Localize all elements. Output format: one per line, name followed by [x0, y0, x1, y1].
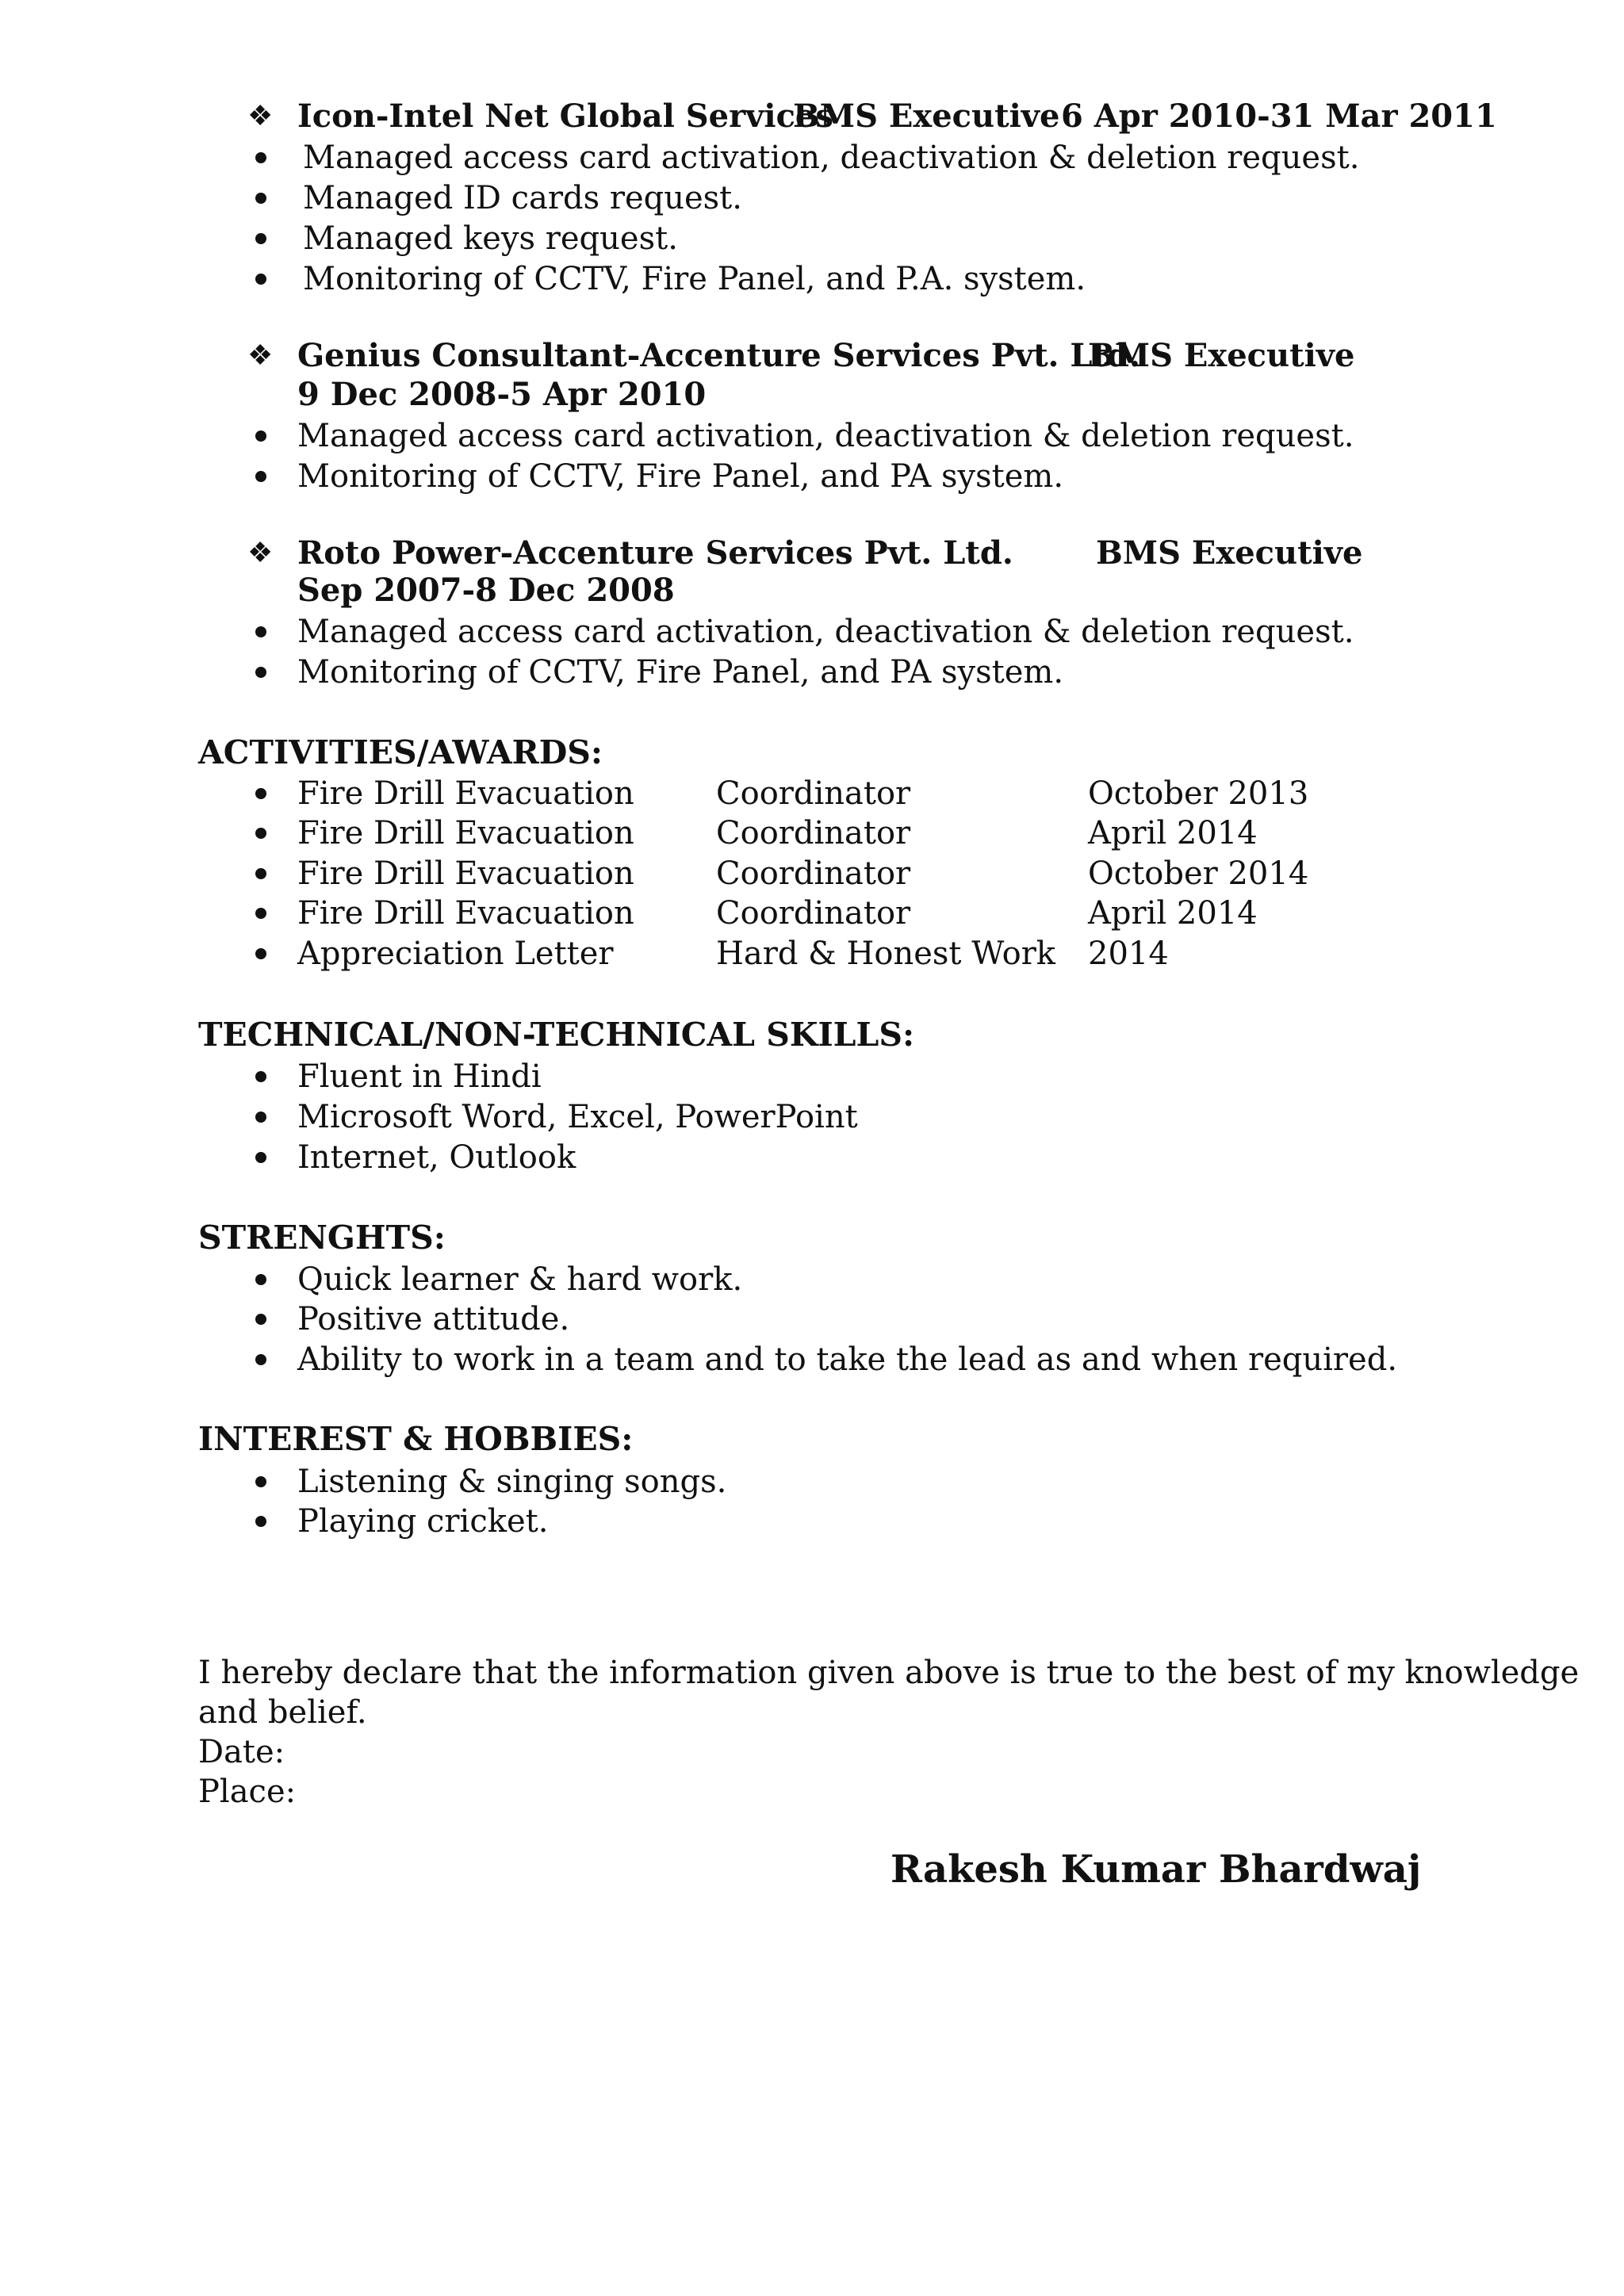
bullet-icon	[255, 788, 266, 799]
strength-item: Ability to work in a team and to take the lead as and when required.	[297, 1341, 1398, 1378]
bullet-icon	[255, 828, 266, 839]
job-period: 9 Dec 2008-5 Apr 2010	[297, 376, 707, 413]
job-role: BMS Executive	[1096, 534, 1363, 572]
bullet-icon	[255, 1354, 266, 1365]
bullet-icon	[255, 1516, 266, 1527]
bullet-icon	[255, 948, 266, 959]
duty-item: Monitoring of CCTV, Fire Panel, and P.A. system.	[303, 261, 1086, 297]
bullet-icon	[255, 1112, 266, 1123]
duty-item: Monitoring of CCTV, Fire Panel, and PA system.	[297, 458, 1064, 495]
interest-item: Playing cricket.	[297, 1503, 549, 1540]
company-name: Roto Power-Accenture Services Pvt. Ltd.	[297, 534, 1013, 572]
company-name: Icon-Intel Net Global Services	[297, 98, 833, 135]
bullet-icon	[255, 908, 266, 919]
duty-item: Managed access card activation, deactivation & deletion request.	[297, 418, 1354, 454]
activity-date: 2014	[1088, 936, 1169, 972]
bullet-icon	[255, 430, 266, 442]
section-heading-interests: INTEREST & HOBBIES:	[198, 1420, 634, 1458]
skill-item: Internet, Outlook	[297, 1139, 576, 1176]
duty-item: Monitoring of CCTV, Fire Panel, and PA system.	[297, 654, 1064, 691]
date-label: Date:	[198, 1734, 285, 1770]
activity-role: Coordinator	[716, 855, 911, 892]
activity-role: Coordinator	[716, 775, 911, 812]
job-period: Sep 2007-8 Dec 2008	[297, 572, 675, 609]
bullet-icon	[255, 193, 266, 204]
bullet-icon	[255, 152, 266, 163]
declaration-text-continued: and belief.	[198, 1694, 367, 1731]
bullet-icon	[255, 233, 266, 244]
activity-name: Appreciation Letter	[297, 936, 614, 972]
bullet-icon	[255, 1071, 266, 1082]
job-period: 6 Apr 2010-31 Mar 2011	[1061, 98, 1497, 135]
signature-name: Rakesh Kumar Bhardwaj	[891, 1847, 1422, 1892]
skill-item: Microsoft Word, Excel, PowerPoint	[297, 1099, 858, 1135]
bullet-icon	[255, 1314, 266, 1325]
declaration-text: I hereby declare that the information given above is true to the best of my knowledge	[198, 1655, 1580, 1691]
activity-date: April 2014	[1088, 895, 1258, 932]
bullet-icon	[255, 868, 266, 879]
duty-item: Managed ID cards request.	[303, 180, 742, 216]
bullet-icon	[255, 667, 266, 678]
company-name: Genius Consultant-Accenture Services Pvt. Ltd.	[297, 337, 1140, 374]
activity-role: Hard & Honest Work	[716, 936, 1056, 972]
activity-date: October 2014	[1088, 855, 1309, 892]
bullet-icon	[255, 471, 266, 482]
section-heading-activities: ACTIVITIES/AWARDS:	[198, 733, 603, 771]
activity-name: Fire Drill Evacuation	[297, 855, 634, 892]
section-heading-strengths: STRENGHTS:	[198, 1219, 446, 1257]
bullet-icon	[255, 274, 266, 285]
job-role: BMS Executive	[793, 98, 1060, 135]
job-role: BMS Executive	[1088, 337, 1355, 374]
bullet-icon	[255, 1274, 266, 1285]
activity-name: Fire Drill Evacuation	[297, 815, 634, 851]
duty-item: Managed access card activation, deactivation & deletion request.	[303, 140, 1360, 176]
duty-item: Managed access card activation, deactivation & deletion request.	[297, 614, 1354, 650]
activity-name: Fire Drill Evacuation	[297, 775, 634, 812]
skill-item: Fluent in Hindi	[297, 1058, 542, 1095]
diamond-bullet-icon: ❖	[247, 537, 274, 569]
section-heading-skills: TECHNICAL/NON-TECHNICAL SKILLS:	[198, 1016, 915, 1054]
diamond-bullet-icon: ❖	[247, 339, 274, 372]
strength-item: Quick learner & hard work.	[297, 1261, 743, 1298]
bullet-icon	[255, 626, 266, 637]
bullet-icon	[255, 1152, 266, 1163]
activity-name: Fire Drill Evacuation	[297, 895, 634, 932]
place-label: Place:	[198, 1774, 297, 1810]
duty-item: Managed keys request.	[303, 220, 678, 257]
activity-date: October 2013	[1088, 775, 1309, 812]
activity-role: Coordinator	[716, 895, 911, 932]
activity-role: Coordinator	[716, 815, 911, 851]
activity-date: April 2014	[1088, 815, 1258, 851]
diamond-bullet-icon: ❖	[247, 100, 274, 132]
strength-item: Positive attitude.	[297, 1301, 570, 1337]
bullet-icon	[255, 1476, 266, 1487]
interest-item: Listening & singing songs.	[297, 1464, 727, 1500]
